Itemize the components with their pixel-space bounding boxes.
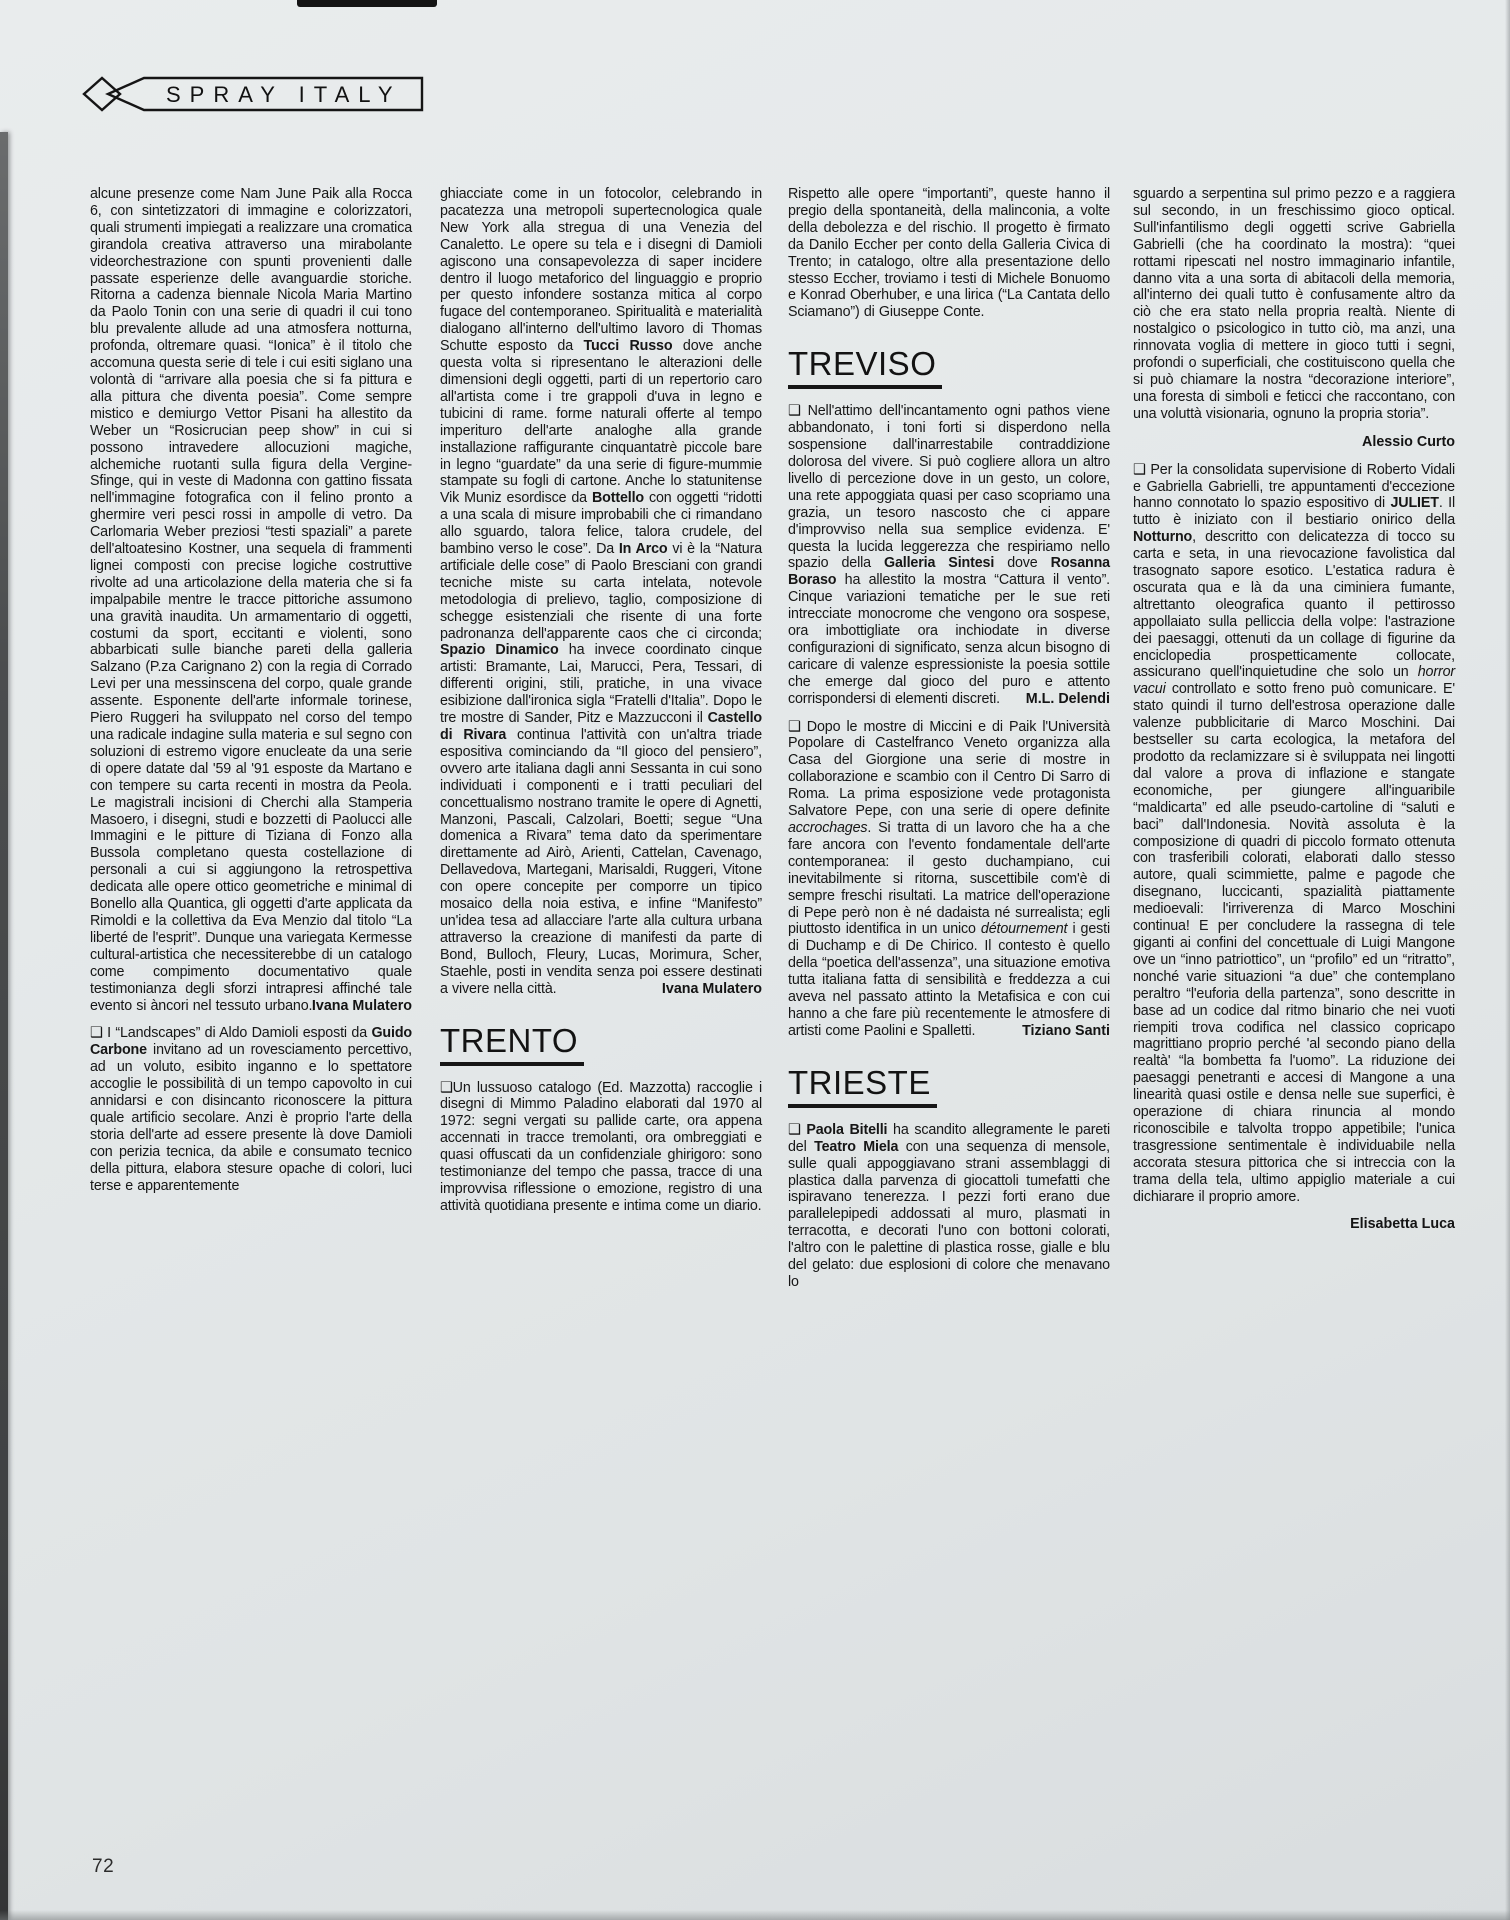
section-heading-treviso-label: TREVISO [788, 347, 942, 389]
scan-artifact-right-edge [1505, 0, 1510, 1920]
section-heading-trieste [788, 1063, 1110, 1108]
signature-elisabetta-luca: Elisabetta Luca [1350, 1216, 1455, 1233]
signature-tiziano-santi: Tiziano Santi [1022, 1022, 1110, 1039]
logo-text: SPRAY ITALY [166, 82, 402, 107]
section-heading-trieste-label: TRIESTE [788, 1066, 937, 1108]
scan-artifact-bottom-edge [0, 1910, 1510, 1920]
logo-diamond-icon [84, 78, 120, 110]
page-number: 72 [92, 1856, 115, 1877]
article-juliet-trieste: ❑ Per la consolidata supervisione di Roberto Vidali e Gabriella Gabrielli, tre appuntamenti d'eccezione hanno connotato lo spazio espositivo di JULIET. Il tutto è iniziato con il bestiario onirico della Notturno, descritto con delicatezza di tocco su carta e seta, in una rievocazione favolistica dal trasognato sapore esotico. L'estatica radura è oscurata qua e là da una ciminiera fumante, altrettanto oleografica quanto il pettirosso appollaiato sulla pelliccia della volpe: l'astrazione dei paesaggi, ottenuti da un collage di figurine da enciclopedia prospetticamente collocate, assicurano quell'inquietudine che solo un horror vacui controllato e sotto freno può comunicare. E' stato quindi il turno dell'estrosa operazione dalle valenze pubblicitarie di Marco Moschini. Dai bestseller su carta ecologica, la metafora del prodotto da reclamizzare si è sviluppata nei lingotti dal valore a prova di inflazione e stangate economiche, per giungere all'inguaribile “maldicarta” ed alle pseudo-cartoline di “saluti e baci” dall'Indonesia. Novità assoluta è la composizione di quadri di piccolo formato ottenuta con trasferibili colorati, elaborati dallo stesso autore, quali scimmiette, palme e pagode che disegnano, luccicanti, spazialità piattamente medioevali: l'irriverenza di Marco Moschini continua! E per concludere la rassegna di tele giganti ai confini del concettuale di Luigi Mangone ove un “inno patriottico”, un “profilo” ed un “ritratto”, nonché varie situazioni “a due” che contemplano peraltro “l'euforia della partenza”, sono descritte in base ad un codice dal ritmo binario che nei vuoti riempiti trova codifica nel classico copricapo magrittiano proprio perché 'al secondo piano della realtà' “la bombetta fa l'uomo”. La riduzione dei paesaggi penetranti e accesi di Mangone a una linearità quasi ostile e densa nelle sue superfici, è operazione di chiara rinuncia al mondo riconoscibile e talvolta troppo appetibile; l'unica trasgressione sentimentale è individuabile nella accorata stesura pittorica che si intreccia con la trama della tela, ultimo appiglio materiale a cui dichiarare il proprio amore. [1133, 461, 1455, 1205]
text-column-1 [90, 186, 412, 1205]
article-torino-continuation: alcune presenze come Nam June Paik alla Rocca 6, con sintetizzatori di immagine e colorizzatori, quali strumenti impiegati a realizzare una cromatica girandola creativa attraverso una mirabolante videorchestrazione con spunti provenienti dalle passate esperienze delle avanguardie storiche. Ritorna a cadenza biennale Nicola Maria Martino da Paolo Tonin con una serie di quadri il cui tono blu prevalente allude ad una atmosfera notturna, profonda, oltremare quasi. “Ionica” è il titolo che accomuna questa serie di tele i cui esiti siglano una volontà di “arrivare alla poesia che si fa pittura e alla pittura che diventa poesia”. Come sempre mistico e demiurgo Vettor Pisani ha allestito da Weber un “Rosicrucian peep show” in cui si possono intravedere allocuzioni magiche, alchemiche ruotanti sulla figura della Vergine-Sfinge, qui in veste di Madonna con gattino fissata nell'immagine fotografica con il felino pronto a ghermire veri pesci rossi in ampolle di vetro. Da Carlomaria Weber preziosi “testi spaziali” a parete dell'altoatesino Kostner, una sequela di frammenti lignei composti con precise logiche costruttive rivolte ad una articolazione della materia che si fa impalpabile mentre le tracce pittoriche assumono una gravità inaudita. Un armamentario di oggetti, costumi da sport, eccitanti e violenti, sono abbarbicati sulle bianche pareti della galleria Salzano (P.za Carignano 2) con la regia di Corrado Levi per una messinscena del corpo, quale grande assente. Esponente dell'arte informale torinese, Piero Ruggeri ha sviluppato nel corso del tempo una radicale indagine sulla materia e sul segno con soluzioni di estremo vigore enucleate da una serie di opere datate dal '59 al '91 esposte da Martano e con tempere su carta recenti in mostra da Peola. Le magistrali incisioni di Cherchi alla Stamperia Masoero, i disegni, studi e bozzetti di Paolucci alle Immagini e le pitture di Tiziana di Fonzo alla Bussola completano questa costellazione di personali a cui si aggiungono la retrospettiva dedicata alle opere ottico geometriche e minimal di Bonello alla Quantica, gli oggetti d'arte applicata da Rimoldi e la collettiva da Eva Menzio dal titolo “La liberté de l'esprit”. Dunque una variegata Kermesse cultural-artistica che necessiterebbe di un catalogo come compimento documentativo quale testimonianza degli sforzi intrapresi affinché tale evento si àncori nel tessuto urbano. [90, 186, 412, 1014]
signature-ivana-mulatero-2: Ivana Mulatero [661, 980, 762, 997]
spray-italy-logo [78, 74, 430, 114]
article-pepe-castelfranco: ❑ Dopo le mostre di Miccini e di Paik l'Università Popolare di Castelfranco Veneto organizza alla Casa del Giorgione una serie di mostre in collaborazione e scambio con il Centro Di Sarro di Roma. La prima esposizione vede protagonista Salvatore Pepe, con una serie di opere definite accrochages. Si tratta di un lavoro che ha a che fare ancora con l'evento fondamentale dell'arte contemporanea: il gesto duchampiano, cui inevitabilmente si ritorna, suscettibile com'è di sempre freschi risultati. La matrice dell'operazione di Pepe però non è né dadaista né surrealista; egli piuttosto identifica in un unico détournement i gesti di Duchamp e di De Chirico. Il contesto è quello della “poetica dell'assenza”, una situazione emotiva tutta italiana fatta di sensibilità e freddezza a cui aveva nel passato attinto la Metafisica e con cui hanno a che fare più recentemente le atmosfere di artisti come Paolini e Spalletti. [788, 718, 1111, 1039]
article-damioli-continuation-torino-galleries: ghiacciate come in un fotocolor, celebrando in pacatezza una metropoli supertecnologica quale New York alla stregua di una Venezia del Canaletto. Le opere su tela e i disegni di Damioli agiscono una consapevolezza di saper incidere dentro il luogo metaforico del linguaggio e proprio per questo infondere sostanza mitica al corpo fugace del contemporaneo. Spiritualità e materialità dialogano all'interno dell'ultimo lavoro di Thomas Schutte esposto da Tucci Russo dove anche questa volta si ripresentano le alterazioni delle dimensioni degli oggetti, parti di un repertorio caro all'artista come i tre grappoli d'uva in legno e tubicini di rame. forme naturali offerte al tempo imperituro dell'arte analoghe alla grande installazione raffigurante cinquantatrè piccole bare in legno “guardate” da una serie di figure-mummie stampate su fogli di cartone. Anche lo statunitense Vik Muniz esordisce da Bottello con oggetti “ridotti a una scala di misure improbabili che ci rimandano allo sguardo, talora felice, talora crudele, del bambino verso le cose”. Da In Arco vi è la “Natura artificiale delle cose” di Paolo Bresciani con grandi tecniche miste su carta intelata, notevole metodologia di prelievo, taglio, composizione di schegge esistenziali che risente di una forte padronanza dell'apparente caos che ci circonda; Spazio Dinamico ha invece coordinato cinque artisti: Bramante, Lai, Marucci, Pera, Tessari, di differenti origini, stili, pratiche, in una vivace esibizione dall'ironica sigla “Fratelli d'Italia”. Dopo le tre mostre di Sander, Pitz e Mazzucconi il Castello di Rivara continua l'attività con un'altra triade espositiva cominciando da “Il gioco del pensiero”, ovvero arte italiana dagli anni Sessanta in cui sono individuati i componenti e i tratti peculiari del concettualismo nostrano tramite le opere di Agnetti, Manzoni, Pascali, Calzolari, Boetti; segue “Una domenica a Rivara” tema dato da sperimentare direttamente ad Airò, Arienti, Cattelan, Cavenago, Dellavedova, Martegani, Marisaldi, Ruggeri, Vitone con opere concepite per comporre un tipico mosaico della noia estiva, e infine “Manifesto” un'idea tesa ad allacciare l'arte alla cultura urbana attraverso la creazione di manifesti da parte di Bond, Bulloch, Fleury, Lucas, Morimura, Scher, Staehle, posti in vendita senza poi essere destinati a vivere nella città. [440, 186, 763, 997]
article-bitelli-teatro-miela: ❑ Paola Bitelli ha scandito allegramente le pareti del Teatro Miela con una sequenza di mensole, sulle quali appoggiavano strani assemblaggi di plastica dalla parvenza di giocattoli tumefatti che ispiravano tenerezza. I pezzi forti erano due parallelepipedi addossati al muro, plasmati in terracotta, e decorati l'uno con bottoni colorati, l'altro con le palettine di plastica rosse, gialle e blu del gelato: due esplosioni di colore che menavano lo [788, 1121, 1111, 1290]
article-paladino-continuation: Rispetto alle opere “importanti”, queste hanno il pregio della spontaneità, della malinconia, a volte della debolezza e del rischio. Il progetto è firmato da Danilo Eccher per conto della Galleria Civica di Trento; in catalogo, oltre alla presentazione dello stesso Eccher, troviamo i testi di Michele Bonuomo e Konrad Oberhuber, e una lirica (“La Cantata dello Sciamano”) di Giuseppe Conte. [788, 186, 1110, 321]
section-heading-trento-label: TRENTO [440, 1024, 584, 1066]
article-paladino-trento: ❑Un lussuoso catalogo (Ed. Mazzotta) raccoglie i disegni di Mimmo Paladino elaborati dal 1970 al 1972: segni vergati su pallide carte, ora appena accennati in tracce tremolanti, ora ombreggiati e quasi offuscati da un confidenziale ghirigoro: sono testimonianze del tempo che passa, tracce di una improvvisa riflessione o emozione, registro di una attività quotidiana presente e intima come un diario. [440, 1079, 762, 1214]
article-boraso-sintesi: ❑ Nell'attimo dell'incantamento ogni pathos viene abbandonato, i toni forti si disperdono nella sospensione dall'inarrestabile contraddizione dolorosa del vivere. Si può cogliere allora un altro livello di percezione dove in un gesto, un colore, una rete appoggiata quasi per caso scopriamo una grazia, un tesoro nascosto che ci appare d'improvviso nella sua semplice evidenza. E' questa la lucida leggerezza che respiriamo nello spazio della Galleria Sintesi dove Rosanna Boraso ha allestito la mostra “Cattura il vento”. Cinque variazioni tematiche per le sue reti intrecciate monocrome che vengono ora sospese, ora imbottigliate ora inchiodate in diverse configurazioni di significato, senza alcun bisogno di caricare di valenze espressioniste la poesia sottile che emerge dal gioco del puro e attento corrispondersi di elementi discreti. [788, 403, 1110, 707]
signature-alessio-curto: Alessio Curto [1362, 433, 1455, 450]
spray-italy-logo-graphic [78, 74, 430, 114]
text-column-4 [1133, 186, 1455, 1244]
article-bitelli-continuation: sguardo a serpentina sul primo pezzo e a raggiera sul secondo, in un freschissimo gioco optical. Sull'infantilismo degli oggetti scrive Gabriella Gabrielli (che ha coordinato la mostra): “quei rottami ripescati nel nostro immaginario infantile, danno vita a una sorta di abitacoli della memoria, all'interno dei quali tutto è confusamente altro da ciò che era stato nella propria realtà. Niente di nostalgico o psicologico in tutto ciò, ma anzi, una rinnovata voglia di mettere in gioco tutti i segni, profondi o superficiali, che costituiscono quella che si può chiamare la nostra “decorazione interiore”, una foresta di simboli e feticci che raccontano, con una voluttà visionaria, ognuno la propria storia”. [1133, 186, 1455, 422]
scan-artifact-left-edge [0, 132, 8, 1920]
text-column-2 [440, 186, 762, 1226]
signature-ml-delendi: M.L. Delendi [1025, 690, 1110, 707]
signature-ivana-mulatero: Ivana Mulatero [311, 997, 412, 1014]
article-damioli-carbone: ❑ I “Landscapes” di Aldo Damioli esposti da Guido Carbone invitano ad un rovesciamento percettivo, ad un voluto, esibito inganno e lo spettatore accoglie le possibilità di un tempo capovolto in cui annidarsi e con disincanto riconoscere la pittura quale artificio secolare. Anzi è proprio l'arte della storia dell'arte ad essere presente là dove Damioli con perizia tecnica, da abile e consumato tecnico della pittura, elabora stesure opache di colori, luci terse e apparentemente [90, 1025, 412, 1194]
section-heading-treviso [788, 347, 1110, 389]
text-column-3 [788, 186, 1110, 1302]
section-heading-trento [440, 1021, 762, 1066]
scan-artifact-top-bar [297, 0, 437, 7]
